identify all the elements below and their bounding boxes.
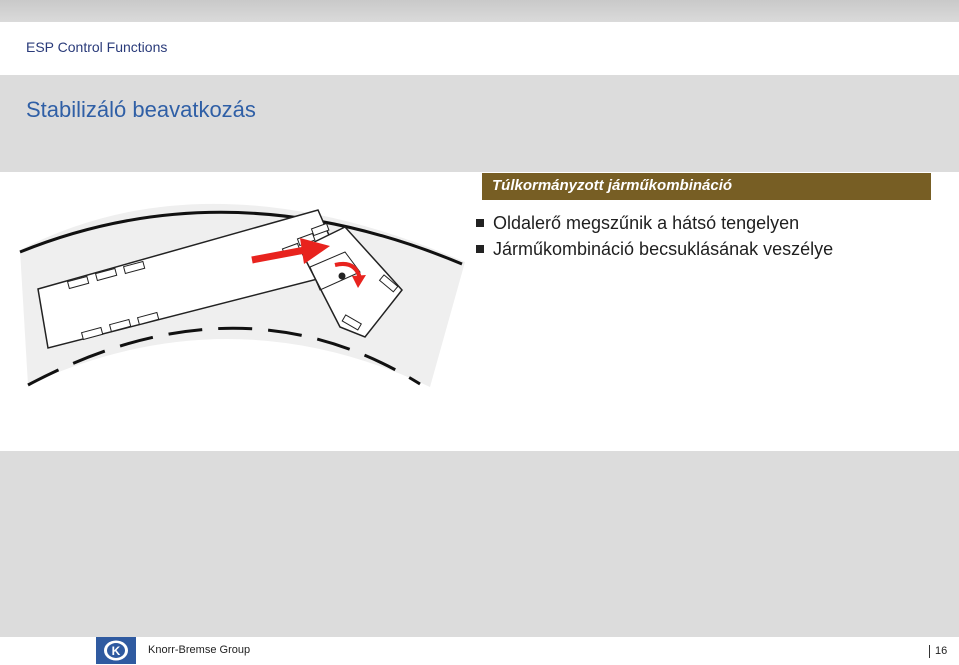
company-name: Knorr-Bremse Group (148, 644, 251, 656)
section-label: ESP Control Functions (26, 39, 168, 55)
knorr-bremse-logo-icon (96, 637, 136, 664)
footer-bar (0, 637, 959, 665)
bullet-text: Járműkombináció becsuklásának veszélye (493, 239, 834, 259)
content-heading-bar (482, 173, 931, 200)
truck-jackknife-diagram (0, 172, 470, 392)
slide-title: Stabilizáló beavatkozás (26, 97, 256, 122)
bullet-item (476, 210, 833, 236)
content-heading: Túlkormányzott járműkombináció (492, 177, 733, 194)
page-number: 16 (929, 645, 947, 658)
title-band (0, 75, 959, 172)
bullet-square-icon (476, 219, 484, 227)
svg-text:K: K (111, 644, 121, 658)
bullet-item (476, 236, 833, 262)
bullet-list (476, 210, 833, 262)
top-band (0, 0, 959, 22)
footer-band (0, 451, 959, 637)
bullet-square-icon (476, 245, 484, 253)
bullet-text: Oldalerő megszűnik a hátsó tengelyen (493, 213, 800, 233)
